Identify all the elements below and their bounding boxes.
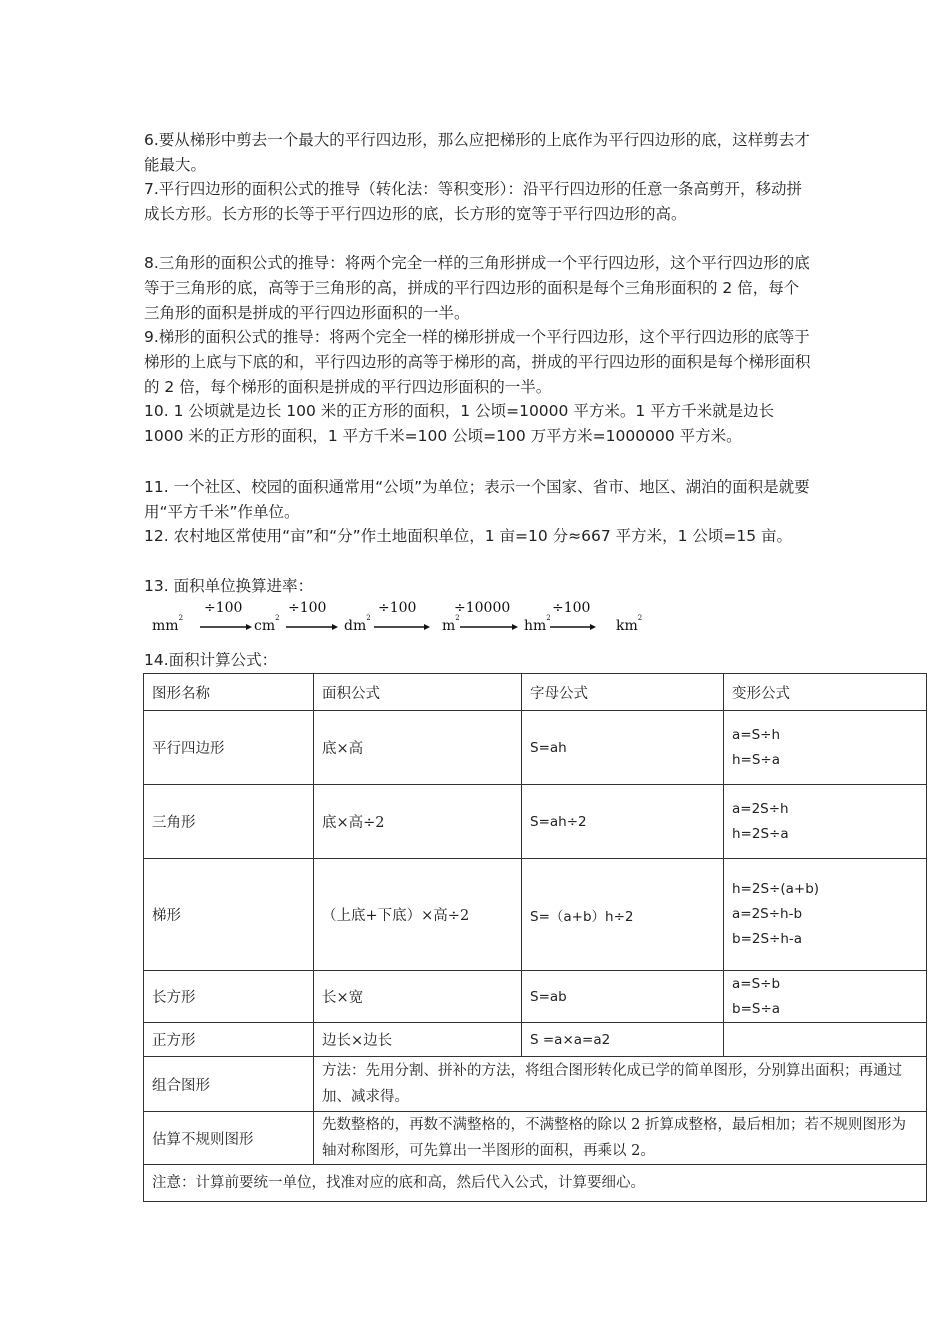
shape-name: 组合图形 (144, 1057, 314, 1112)
table-row (144, 1023, 927, 1057)
table-row-composite (144, 1057, 927, 1112)
paragraph-8: 8.三角形的面积公式的推导：将两个完全一样的三角形拼成一个平行四边形，这个平行四边形的底等于三角形的底，高等于三角形的高，拼成的平行四边形的面积是每个三角形面积的 2 倍，每个三角形的面积是拼成的平行四边形面积的一半。 (144, 254, 810, 322)
table-row-note (144, 1165, 927, 1202)
arrow-icon (286, 624, 338, 630)
area-formula: 长×宽 (314, 971, 522, 1023)
table-row (144, 971, 927, 1023)
paragraph-13: 13. 面积单位换算进率： (144, 577, 314, 595)
factor-dm-m: ÷100 (378, 600, 417, 616)
shape-name: 平行四边形 (144, 711, 314, 785)
factor-hm-km: ÷100 (552, 600, 591, 616)
paragraph-12: 12. 农村地区常使用“亩”和“分”作土地面积单位，1 亩=10 分≈667 平方米，1 公顷=15 亩。 (144, 527, 793, 545)
area-formula: （上底+下底）×高÷2 (314, 859, 522, 971)
letter-formula: S=ah (522, 711, 724, 785)
paragraph-6: 6.要从梯形中剪去一个最大的平行四边形，那么应把梯形的上底作为平行四边形的底，这样剪去才能最大。 (144, 131, 810, 174)
area-formula-table (143, 673, 927, 1202)
unit-cm: $cm^2$ (254, 614, 280, 634)
unit-conversion-diagram (148, 598, 668, 642)
paragraph-7: 7.平行四边形的面积公式的推导（转化法：等积变形）：沿平行四边形的任意一条高剪开，移动拼成长方形。长方形的长等于平行四边形的底，长方形的宽等于平行四边形的高。 (144, 180, 803, 223)
table-row (144, 785, 927, 859)
shape-name: 估算不规则图形 (144, 1112, 314, 1165)
variant-formulas: a=S÷b b=S÷a (724, 971, 927, 1023)
table-row-irregular (144, 1112, 927, 1165)
arrow-icon (200, 624, 252, 630)
header-letter-formula: 字母公式 (522, 674, 724, 711)
table-title: 14.面积计算公式： (144, 651, 278, 669)
note: 注意：计算前要统一单位，找准对应的底和高，然后代入公式，计算要细心。 (144, 1165, 927, 1202)
variant-formulas (724, 1023, 927, 1057)
table-header-row (144, 674, 927, 711)
letter-formula: S=ah÷2 (522, 785, 724, 859)
variant-formulas: a=2S÷h h=2S÷a (724, 785, 927, 859)
factor-m-hm: ÷10000 (454, 600, 511, 616)
paragraph-11: 11. 一个社区、校园的面积通常用“公顷”为单位；表示一个国家、省市、地区、湖泊的面积是就要用“平方千米”作单位。 (144, 478, 810, 521)
factor-mm-cm: ÷100 (204, 600, 243, 616)
letter-formula: S=ab (522, 971, 724, 1023)
variant-formulas: h=2S÷(a+b) a=2S÷h-b b=2S÷h-a (724, 859, 927, 971)
factor-cm-dm: ÷100 (288, 600, 327, 616)
table-row (144, 711, 927, 785)
unit-km: $km^2$ (616, 614, 643, 634)
variant-formulas: a=S÷h h=S÷a (724, 711, 927, 785)
unit-m: $m^2$ (442, 614, 460, 634)
letter-formula: S=（a+b）h÷2 (522, 859, 724, 971)
area-formula: 边长×边长 (314, 1023, 522, 1057)
irregular-method: 先数整格的，再数不满整格的，不满整格的除以 2 折算成整格，最后相加；若不规则图形为轴对称图形，可先算出一半图形的面积，再乘以 2。 (314, 1112, 927, 1165)
paragraph-9: 9.梯形的面积公式的推导：将两个完全一样的梯形拼成一个平行四边形，这个平行四边形的底等于梯形的上底与下底的和，平行四边形的高等于梯形的高，拼成的平行四边形的面积是每个梯形面积的 2 倍，每个梯形的面积是拼成的平行四边形面积的一半。 (144, 328, 811, 396)
header-area-formula: 面积公式 (314, 674, 522, 711)
unit-mm: $mm^2$ (152, 614, 184, 634)
letter-formula: S =a×a=a2 (522, 1023, 724, 1057)
arrow-icon (374, 624, 430, 630)
arrow-icon (460, 624, 518, 630)
unit-dm: $dm^2$ (344, 614, 371, 634)
shape-name: 正方形 (144, 1023, 314, 1057)
area-formula: 底×高 (314, 711, 522, 785)
arrow-icon (550, 624, 596, 630)
area-formula: 底×高÷2 (314, 785, 522, 859)
shape-name: 梯形 (144, 859, 314, 971)
shape-name: 三角形 (144, 785, 314, 859)
paragraph-10: 10. 1 公顷就是边长 100 米的正方形的面积，1 公顷=10000 平方米。1 平方千米就是边长 1000 米的正方形的面积，1 平方千米=100 公顷=100 万平方米=1000000 平方米。 (144, 402, 775, 445)
composite-method: 方法：先用分割、拼补的方法，将组合图形转化成已学的简单图形，分别算出面积；再通过加、减求得。 (314, 1057, 927, 1112)
unit-hm: $hm^2$ (524, 614, 551, 634)
shape-name: 长方形 (144, 971, 314, 1023)
table-row (144, 859, 927, 971)
header-shape-name: 图形名称 (144, 674, 314, 711)
header-variant-formula: 变形公式 (724, 674, 927, 711)
